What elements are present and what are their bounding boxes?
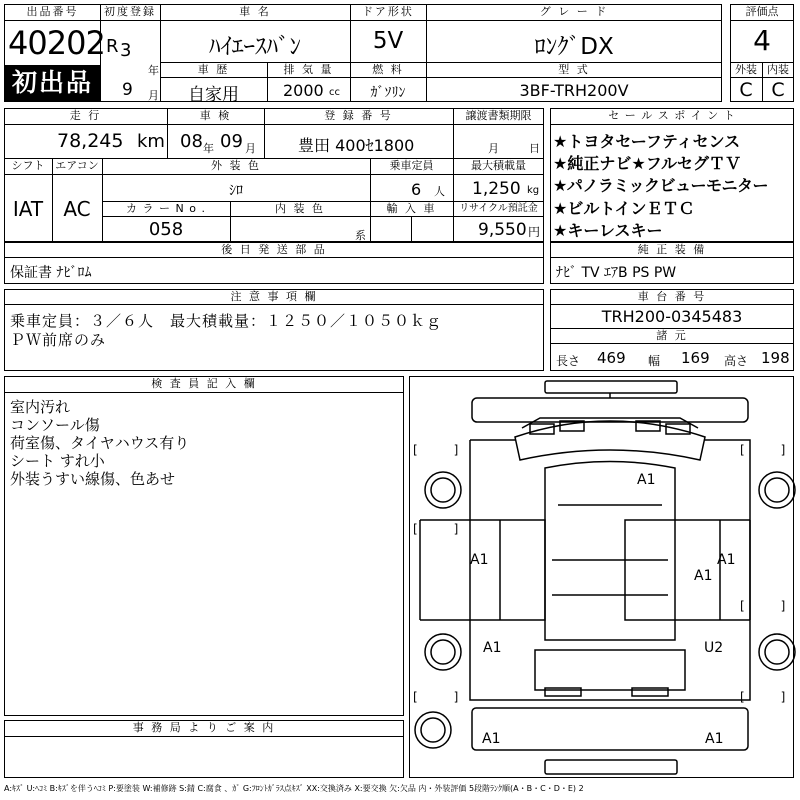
first-listing-text: 初出品: [11, 68, 93, 97]
bracket-label: [ ]: [413, 443, 459, 457]
damage-mark: A1: [482, 731, 501, 747]
ext-grade: C: [739, 79, 753, 101]
later-parts-label: 後 日 発 送 部 品: [221, 243, 327, 256]
damage-mark: A1: [483, 640, 502, 656]
inspector-line: シート すれ小: [10, 452, 105, 470]
caution-label: 注 意 事 項 欄: [230, 290, 318, 303]
insp-month-unit: 月: [245, 142, 256, 155]
height-label: 高さ: [724, 354, 749, 368]
sales-point: ★ビルトインＥＴＣ: [553, 199, 695, 218]
capacity-value: 6: [411, 180, 422, 199]
car-name-label: 車 名: [239, 5, 271, 18]
import-label: 輸 入 車: [386, 202, 437, 215]
capacity-label: 乗車定員: [389, 159, 434, 172]
month-unit: 月: [148, 89, 159, 102]
details-box: [4, 108, 544, 242]
car-name: ﾊｲｴｰｽﾊﾞﾝ: [209, 34, 301, 60]
ext-label: 外装: [735, 63, 757, 76]
damage-mark: A1: [694, 568, 713, 584]
lot-label: 出品番号: [26, 5, 79, 18]
color-label: 外 装 色: [211, 159, 261, 172]
bracket-label: [ ]: [413, 690, 459, 704]
fuel-label: 燃 料: [372, 63, 404, 76]
maxload-unit: kg: [527, 185, 540, 196]
damage-mark: A1: [470, 552, 489, 568]
transfer-month: 月: [488, 142, 499, 155]
int-label: 内装: [767, 63, 789, 76]
colorno-value: 058: [148, 219, 184, 240]
later-parts-value: 保証書 ﾅﾋﾞﾛﾑ: [10, 265, 92, 281]
score-label: 評価点: [745, 5, 779, 18]
first-listing-badge: [5, 65, 100, 101]
colorno-label: カ ラ ー N o .: [126, 202, 206, 215]
era: R: [106, 36, 119, 57]
maxload-label: 最大積載量: [471, 159, 526, 172]
ac-label: エアコン: [55, 159, 99, 172]
dims-label: 諸 元: [656, 329, 688, 342]
length-value: 469: [597, 349, 626, 367]
inspector-line: 外装うすい線傷、色あせ: [10, 470, 176, 488]
model-label: 型 式: [558, 63, 590, 76]
lot-number: 40202: [8, 24, 105, 62]
sales-point: ★キーレスキー: [553, 221, 663, 240]
sales-point: ★トヨタセーフティセンス: [553, 132, 741, 151]
transfer-label: 譲渡書類期限: [465, 109, 532, 122]
width-value: 169: [681, 349, 710, 367]
sales-point: ★パノラミックビューモニター: [553, 176, 769, 195]
recycle-unit: 円: [528, 225, 541, 239]
history-value: 自家用: [188, 85, 239, 105]
office-label: 事 務 局 よ り ご 案 内: [132, 721, 276, 734]
history-label: 車 歴: [197, 63, 230, 76]
shift-value: IAT: [12, 197, 44, 221]
recycle-value: 9,550: [478, 220, 527, 240]
year-num: 3: [120, 40, 132, 61]
legend: A:ｷｽﾞ U:ﾍｺﾐ B:ｷｽﾞを伴うﾍｺﾐ P:要塗装 W:補修跡 S:錆 C:腐食 、ｶﾞ G:ﾌﾛﾝﾄｶﾞﾗｽ点ｷｽﾞ XX:交換済み X:要交換 欠:欠品 内・外装評価 5段階ﾗﾝｸ順(A・B・C・D・E) 2: [4, 784, 584, 793]
door-value: 5V: [372, 28, 404, 54]
reg-label: 登 録 番 号: [324, 109, 393, 122]
damage-mark: A1: [717, 552, 736, 568]
fuel-value: ｶﾞｿﾘﾝ: [370, 85, 406, 101]
caution-line: ＰＷ前席のみ: [10, 331, 107, 349]
mileage-unit: km: [137, 131, 165, 152]
damage-mark: A1: [705, 731, 724, 747]
grade-label: グ レ ー ド: [539, 5, 609, 18]
grade-value: ﾛﾝｸﾞDX: [534, 34, 614, 60]
bracket-label: [ ]: [413, 522, 459, 536]
int-grade: C: [771, 79, 785, 101]
inspector-line: 荷室傷、タイヤハウス有り: [10, 434, 190, 452]
sales-label: セ ー ル ス ポ イ ン ト: [608, 109, 736, 122]
capacity-unit: 人: [434, 185, 445, 198]
genuine-label: 純 正 装 備: [637, 243, 707, 256]
score-value: 4: [753, 24, 771, 57]
maxload-value: 1,250: [472, 179, 521, 199]
shift-label: シフト: [11, 159, 45, 172]
bracket-label: [ ]: [740, 599, 786, 613]
damage-mark: A1: [637, 472, 656, 488]
width-label: 幅: [648, 354, 661, 368]
diagram-box: [409, 376, 794, 778]
caution-line: 乗車定員：３／６人 最大積載量：１２５０／１０５０ｋｇ: [10, 312, 443, 330]
month-num: 9: [122, 80, 133, 100]
chassis-value: TRH200-0345483: [601, 307, 743, 326]
transfer-day: 日: [529, 142, 540, 155]
sales-point: ★純正ナビ★フルセグＴＶ: [553, 154, 742, 173]
inspector-label: 検 査 員 記 入 欄: [151, 377, 257, 390]
insp-year-unit: 年: [203, 142, 214, 155]
genuine-value: ﾅﾋﾞ TV ｴｱB PS PW: [556, 265, 677, 281]
displacement-label: 排 気 量: [283, 63, 334, 76]
inspector-line: 室内汚れ: [10, 398, 71, 416]
insp-year: 08: [180, 131, 203, 152]
inspector-line: コンソール傷: [10, 416, 100, 434]
insp-month: 09: [220, 131, 243, 152]
intcolor-unit: 系: [355, 229, 366, 242]
mileage-label: 走 行: [69, 109, 102, 122]
mileage-value: 78,245: [57, 130, 124, 152]
reg-number: 豊田 400ｾ1800: [298, 136, 415, 155]
intcolor-label: 内 装 色: [275, 202, 325, 215]
displacement-value: 2000: [283, 81, 324, 100]
displacement-unit: cc: [329, 87, 340, 98]
bracket-label: [ ]: [740, 690, 786, 704]
ac-value: AC: [63, 197, 91, 221]
chassis-label: 車 台 番 号: [637, 290, 707, 303]
color-value: ｼﾛ: [229, 183, 243, 199]
bracket-label: [ ]: [740, 443, 786, 457]
door-label: ドア形状: [362, 5, 414, 18]
model-value: 3BF-TRH200V: [519, 81, 629, 100]
height-value: 198: [761, 349, 790, 367]
recycle-label: リサイクル預託金: [459, 203, 538, 214]
inspection-label: 車 検: [199, 109, 232, 122]
first-reg-label: 初度登録: [104, 5, 156, 18]
damage-mark: U2: [704, 640, 724, 656]
year-unit: 年: [148, 64, 159, 77]
length-label: 長さ: [556, 354, 581, 368]
